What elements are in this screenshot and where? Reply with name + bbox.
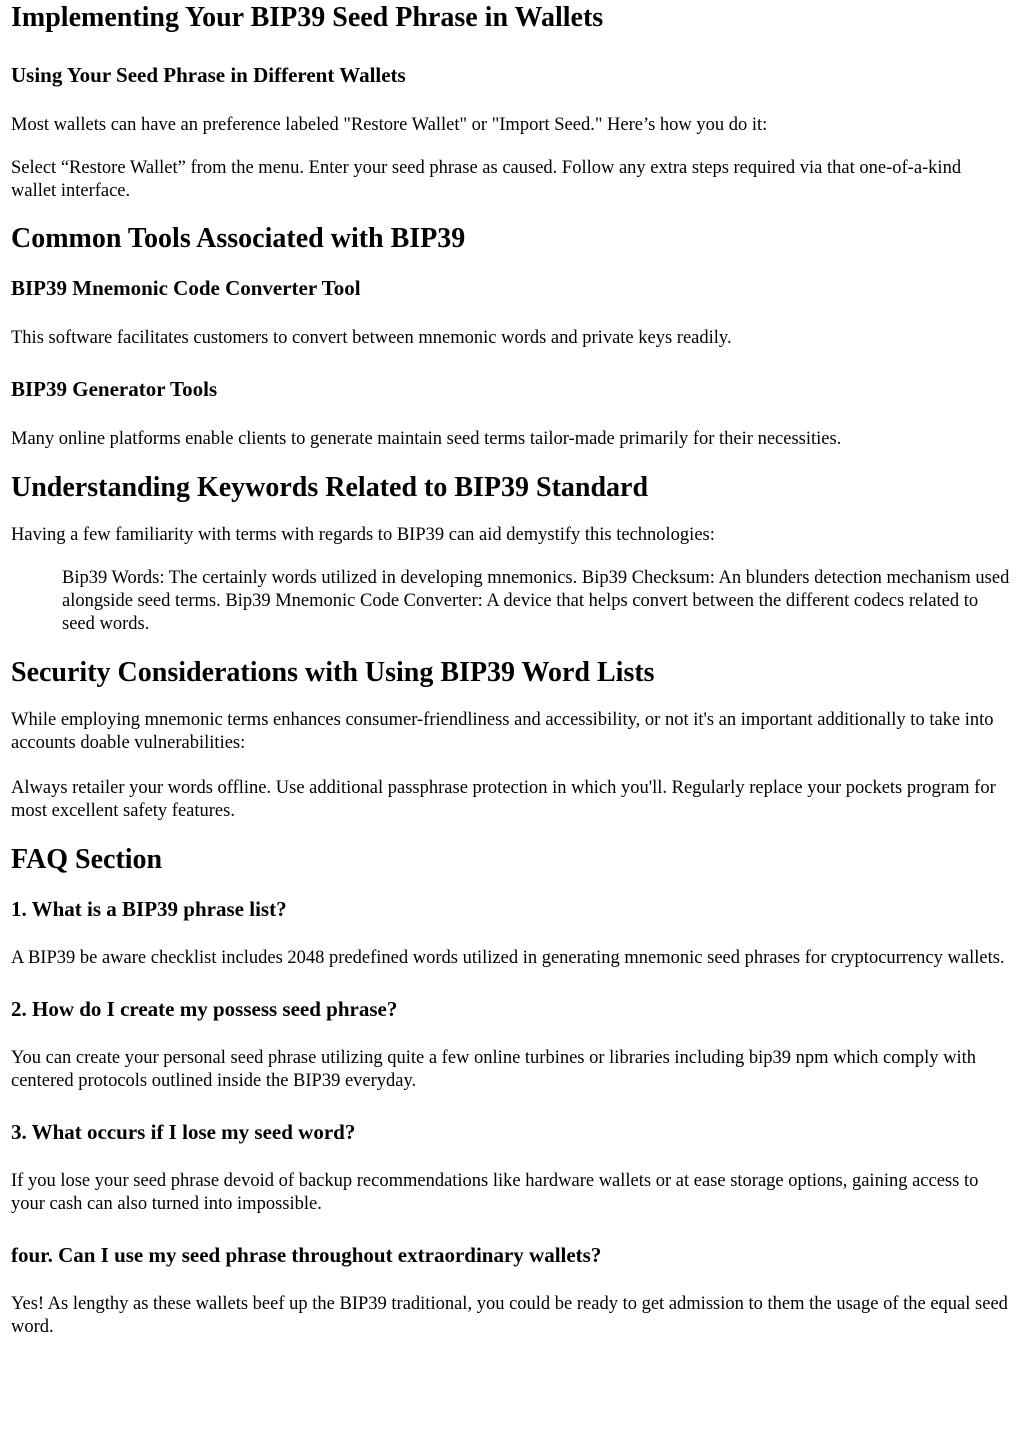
generator-tools-heading: BIP39 Generator Tools [11,377,218,401]
faq-question: 3. What occurs if I lose my seed word? [11,1120,356,1144]
keywords-blockquote: Bip39 Words: The certainly words utilized in developing mnemonics. Bip39 Checksum: An blunders detection mechanism used alongside seed terms. Bip39 Mnemonic Code Converter: A device that helps convert between the different codecs related to seed words. [62,568,1010,634]
converter-tool-text: This software facilitates customers to convert between mnemonic words and private keys readily. [11,328,732,348]
section-wallets [11,62,1010,203]
section-tools [11,222,1010,451]
section-wallets-steps: Select “Restore Wallet” from the menu. Enter your seed phrase as caused. Follow any extra steps required via that one-of-a-kind wallet interface. [11,158,962,201]
faq-question: four. Can I use my seed phrase throughout extraordinary wallets? [11,1243,602,1267]
converter-tool-heading: BIP39 Mnemonic Code Converter Tool [11,276,361,300]
section-security-heading: Security Considerations with Using BIP39 Word Lists [11,657,655,688]
section-keywords-intro: Having a few familiarity with terms with regards to BIP39 can aid demystify this technologies: [11,525,715,545]
section-tools-heading: Common Tools Associated with BIP39 [11,223,466,254]
generator-tools-text: Many online platforms enable clients to generate maintain seed terms tailor-made primarily for their necessities. [11,429,842,449]
article-page [0,1,1024,1339]
faq-answer: A BIP39 be aware checklist includes 2048 predefined words utilized in generating mnemonic seed phrases for cryptocurrency wallets. [11,948,1005,968]
faq-question: 2. How do I create my possess seed phrase? [11,997,398,1021]
section-wallets-intro: Most wallets can have an preference labeled "Restore Wallet" or "Import Seed." Here’s how you do it: [11,115,768,135]
section-wallets-heading: Using Your Seed Phrase in Different Wallets [11,63,406,87]
faq-answer: Yes! As lengthy as these wallets beef up the BIP39 traditional, you could be ready to get admission to them the usage of the equal seed word. [11,1294,1008,1337]
section-keywords [11,471,1010,636]
section-keywords-heading: Understanding Keywords Related to BIP39 Standard [11,472,649,503]
section-security-intro: While employing mnemonic terms enhances consumer-friendliness and accessibility, or not it's an important additionally to take into accounts doable vulnerabilities: [11,710,994,753]
section-faq [11,843,1010,1339]
faq-question: 1. What is a BIP39 phrase list? [11,897,287,921]
faq-answer: You can create your personal seed phrase utilizing quite a few online turbines or libraries including bip39 npm which comply with centered protocols outlined inside the BIP39 everyday. [11,1048,977,1091]
faq-answer: If you lose your seed phrase devoid of backup recommendations like hardware wallets or at ease storage options, gaining access to your cash can also turned into impossible. [11,1171,979,1214]
page-title: Implementing Your BIP39 Seed Phrase in Wallets [11,2,604,33]
section-security [11,656,1010,823]
section-security-tips: Always retailer your words offline. Use additional passphrase protection in which you'll. Regularly replace your pockets program for most excellent safety features. [11,778,996,821]
faq-heading: FAQ Section [11,844,163,875]
